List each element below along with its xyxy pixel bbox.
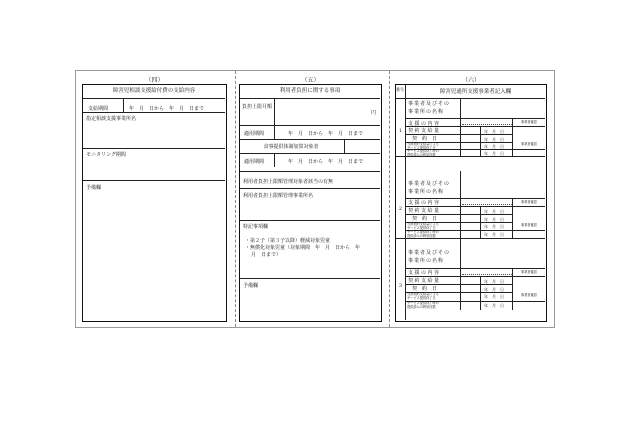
right-panel-box <box>395 84 547 322</box>
date-3[interactable]: 年 月 日 <box>484 294 504 299</box>
confirm-label-2: 事業者確認 <box>521 142 537 146</box>
date-2[interactable]: 年 月 日 <box>484 137 504 142</box>
divider <box>240 125 380 126</box>
left-notes-label[interactable]: 予備欄 <box>86 185 102 191</box>
limit-label: 負担上限月額 <box>242 104 273 110</box>
divider <box>460 268 461 310</box>
fold-line-2 <box>389 71 390 327</box>
divider <box>460 238 461 268</box>
divider <box>405 118 545 119</box>
block-number: 3 <box>398 283 403 289</box>
divider <box>405 198 545 199</box>
middle-panel-box <box>239 84 382 322</box>
contract-amount-label: 契約支給量 <box>408 208 441 214</box>
divider <box>462 204 512 205</box>
left-title: 障害児相談支援給付費の支給内容 <box>112 88 196 94</box>
date-3[interactable]: 年 月 日 <box>484 144 504 149</box>
used-count-label: サービス提供終了時の 提供済みの利用回数 <box>407 149 439 157</box>
divider <box>274 125 275 139</box>
divider <box>405 134 512 135</box>
divider <box>123 98 124 112</box>
provider-block-3 <box>396 238 545 320</box>
provider-name-label-2: 事業所の名称 <box>408 109 445 115</box>
date-3[interactable]: 年 月 日 <box>484 224 504 229</box>
divider <box>240 188 380 189</box>
divider <box>513 206 545 207</box>
date-1[interactable]: 年 月 日 <box>484 279 504 284</box>
divider <box>405 268 545 269</box>
divider <box>240 139 380 140</box>
provider-name-label-2: 事業所の名称 <box>408 189 445 195</box>
end-date-label: 当該契約支給量による サービス提供終了日 <box>407 142 439 150</box>
divider <box>460 171 461 198</box>
panel-heading-6: （六） <box>461 77 480 84</box>
used-count-label: サービス提供終了時の 提供済みの利用回数 <box>407 230 439 238</box>
confirm-label-1: 事業者確認 <box>521 200 537 204</box>
contract-amount-label: 契約支給量 <box>408 278 441 284</box>
divider <box>480 276 481 310</box>
number-header: 番号 <box>396 87 404 92</box>
divider <box>83 112 225 113</box>
divider <box>240 220 380 221</box>
divider <box>240 98 380 99</box>
divider <box>83 180 225 181</box>
right-title: 障害児通所支援事業者記入欄 <box>439 89 512 95</box>
special-line-2[interactable]: ・無償化対象児童（対象期間 年 月 日から 年 <box>245 245 361 251</box>
divider <box>396 156 545 157</box>
divider <box>460 118 461 156</box>
provider-name-label-1: 事業者及びその <box>408 250 451 256</box>
block-number: 2 <box>398 206 403 212</box>
used-count-label: サービス提供終了時の 提供済みの利用回数 <box>407 301 439 309</box>
divider <box>274 98 275 125</box>
contract-date-label: 契約日 <box>412 216 443 222</box>
panel-heading-4: （四） <box>145 77 164 84</box>
period-label: 支給期間 <box>88 106 109 112</box>
monitoring-label[interactable]: モニタリング期間 <box>86 152 126 158</box>
divider <box>405 126 512 127</box>
divider <box>460 198 461 238</box>
contract-date-label: 契約日 <box>412 136 443 142</box>
support-label: 支援の内容 <box>408 121 441 127</box>
provider-name-label-2: 事業所の名称 <box>408 258 445 264</box>
divider <box>405 214 512 215</box>
provider-block-2 <box>396 171 545 244</box>
end-date-label: 当該契約支給量による サービス提供終了日 <box>407 292 439 300</box>
divider <box>462 124 512 125</box>
date-2[interactable]: 年 月 日 <box>484 287 504 292</box>
apply2-label: 適用期間 <box>244 159 265 165</box>
divider <box>405 276 512 277</box>
period-value: 年 月 日から 年 月 日まで <box>129 106 205 112</box>
panel-heading-5: （五） <box>301 77 320 84</box>
divider <box>240 278 380 279</box>
special-line-1[interactable]: ・第２子（第３子以降）軽減対象児童 <box>245 238 331 244</box>
date-2[interactable]: 年 月 日 <box>484 217 504 222</box>
date-1[interactable]: 年 月 日 <box>484 129 504 134</box>
divider <box>405 206 512 207</box>
date-4[interactable]: 年 月 日 <box>484 303 504 308</box>
office-label[interactable]: 指定相談支援事業所名 <box>86 116 137 122</box>
fold-line-1 <box>235 71 236 327</box>
provider-name-label-1: 事業者及びその <box>408 101 451 107</box>
date-1[interactable]: 年 月 日 <box>484 209 504 214</box>
apply-label: 適用期間 <box>244 131 265 137</box>
apply2-value[interactable]: 年 月 日から 年 月 日まで <box>288 159 364 165</box>
divider <box>344 139 345 153</box>
mgmt-office-label[interactable]: 利用者負担上限額管理事業所名 <box>243 193 314 199</box>
mgmt-label: 利用者負担上限額管理対象者該当の有無 <box>243 179 334 185</box>
left-panel-box <box>82 84 227 322</box>
end-date-label: 当該契約支給量による サービス提供終了日 <box>407 222 439 230</box>
divider <box>513 276 545 277</box>
divider <box>462 274 512 275</box>
support-label: 支援の内容 <box>408 200 441 206</box>
date-4[interactable]: 年 月 日 <box>484 151 504 156</box>
contract-date-label: 契約日 <box>412 286 443 292</box>
special-line-3: 月 日まで） <box>251 252 282 258</box>
divider <box>83 148 225 149</box>
divider <box>274 153 275 167</box>
confirm-label-2: 事業者確認 <box>521 293 537 297</box>
middle-notes-label[interactable]: 予備欄 <box>243 283 259 289</box>
divider <box>513 126 545 127</box>
divider <box>405 284 512 285</box>
confirm-label-1: 事業者確認 <box>521 270 537 274</box>
confirm-label-1: 事業者確認 <box>521 120 537 124</box>
provider-name-label-1: 事業者及びその <box>408 181 451 187</box>
confirm-label-2: 事業者確認 <box>521 223 537 227</box>
divider <box>240 153 380 154</box>
apply-value[interactable]: 年 月 日から 年 月 日まで <box>288 131 364 137</box>
special-label: 特記事項欄 <box>243 224 269 230</box>
block-number: 1 <box>398 128 403 134</box>
divider <box>83 98 225 99</box>
contract-amount-label: 契約支給量 <box>408 128 441 134</box>
divider <box>480 126 481 156</box>
middle-title: 利用者負担に関する事項 <box>279 88 341 94</box>
divider <box>460 98 461 118</box>
provider-block-1 <box>396 98 545 171</box>
support-label: 支援の内容 <box>408 270 441 276</box>
divider <box>240 171 380 172</box>
date-4[interactable]: 年 月 日 <box>484 232 504 237</box>
limit-unit[interactable]: 円 <box>371 110 377 116</box>
meal-label: 食事提供体制加算対象者 <box>263 144 319 150</box>
